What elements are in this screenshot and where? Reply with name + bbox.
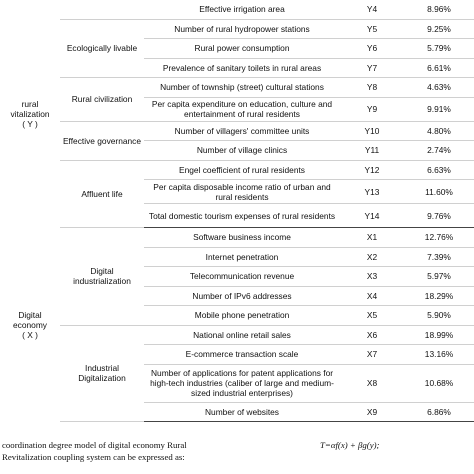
code-cell: Y13 [340,180,404,204]
code-cell: X3 [340,267,404,287]
code-cell: Y6 [340,39,404,59]
weight-cell: 9.25% [404,19,474,39]
system-name-line3: ( Y ) [22,118,38,129]
weight-cell: 5.90% [404,306,474,326]
indicator-cell: Number of IPv6 addresses [144,286,340,306]
weight-cell: 6.63% [404,160,474,180]
code-cell: X9 [340,402,404,422]
table-row [0,325,474,345]
weight-cell: 7.39% [404,247,474,267]
system-name-line2: economy [13,319,47,330]
code-cell: X1 [340,228,404,248]
code-cell: Y10 [340,121,404,141]
code-cell: Y12 [340,160,404,180]
table-row [0,228,474,248]
table-row [0,0,474,19]
indicator-cell: Software business income [144,228,340,248]
body-text-line: coordination degree model of digital economy Rural [2,440,187,450]
code-cell: Y4 [340,0,404,19]
indicator-cell: Per capita expenditure on education, culture and entertainment of rural residents [144,97,340,121]
subsystem-cell-industrial-digitalization: Industrial Digitalization [60,325,144,422]
code-cell: Y9 [340,97,404,121]
indicator-cell: Engel coefficient of rural residents [144,160,340,180]
indicator-cell: Number of websites [144,402,340,422]
weight-cell: 4.80% [404,121,474,141]
table-row [0,19,474,39]
indicator-cell: Number of villagers' committee units [144,121,340,141]
code-cell: X5 [340,306,404,326]
weight-cell: 5.97% [404,267,474,287]
table-row [0,160,474,180]
weight-cell: 12.76% [404,228,474,248]
indicator-cell: Number of village clinics [144,141,340,161]
indicator-cell: Per capita disposable income ratio of urban and rural residents [144,180,340,204]
indicator-cell: National online retail sales [144,325,340,345]
indicator-cell: Internet penetration [144,247,340,267]
code-cell: Y11 [340,141,404,161]
weight-cell: 4.63% [404,78,474,98]
table-row [0,78,474,98]
weight-cell: 18.29% [404,286,474,306]
indicator-cell: Number of applications for patent applications for high-tech industries (caliber of large and medium-sized industrial enterprises) [144,364,340,402]
indicator-cell: Total domestic tourism expenses of rural residents [144,204,340,228]
code-cell: Y7 [340,58,404,78]
indicator-cell: E-commerce transaction scale [144,345,340,365]
subsystem-cell-rural-civilization: Rural civilization [60,78,144,122]
code-cell: X6 [340,325,404,345]
weight-cell: 5.79% [404,39,474,59]
code-cell: X4 [340,286,404,306]
subsystem-cell-blank [60,0,144,19]
system-name-line1: rural [21,98,39,109]
subsystem-cell-effective-governance: Effective governance [60,121,144,160]
table-row [0,121,474,141]
body-text-line: Revitalization coupling system can be expressed as: [2,452,185,462]
weight-cell: 8.96% [404,0,474,19]
code-cell: X8 [340,364,404,402]
subsystem-cell-ecologically-livable: Ecologically livable [60,19,144,78]
system-cell-digital-economy [0,228,60,422]
coupling-equation: T=αf(x) + βg(y); [320,440,380,450]
code-cell: Y8 [340,78,404,98]
code-cell: Y5 [340,19,404,39]
weight-cell: 18.99% [404,325,474,345]
weight-cell: 11.60% [404,180,474,204]
system-name-line3: ( X ) [22,329,38,340]
indicator-cell: Rural power consumption [144,39,340,59]
indicator-cell: Mobile phone penetration [144,306,340,326]
indicator-cell: Number of rural hydropower stations [144,19,340,39]
indicator-cell: Telecommunication revenue [144,267,340,287]
indicator-cell: Prevalence of sanitary toilets in rural areas [144,58,340,78]
subsystem-cell-affluent-life: Affluent life [60,160,144,228]
weight-cell: 6.61% [404,58,474,78]
weight-cell: 10.68% [404,364,474,402]
weight-cell: 9.91% [404,97,474,121]
weight-cell: 9.76% [404,204,474,228]
indicator-cell: Number of township (street) cultural stations [144,78,340,98]
system-name-line2: vitalization [10,108,50,119]
system-name-line1: Digital [18,309,42,320]
system-cell-rural-vitalization [0,0,60,228]
weight-cell: 2.74% [404,141,474,161]
code-cell: Y14 [340,204,404,228]
subsystem-cell-digital-industrialization: Digital industrialization [60,228,144,326]
weight-cell: 13.16% [404,345,474,365]
code-cell: X7 [340,345,404,365]
code-cell: X2 [340,247,404,267]
weight-cell: 6.86% [404,402,474,422]
indicator-cell: Effective irrigation area [144,0,340,19]
